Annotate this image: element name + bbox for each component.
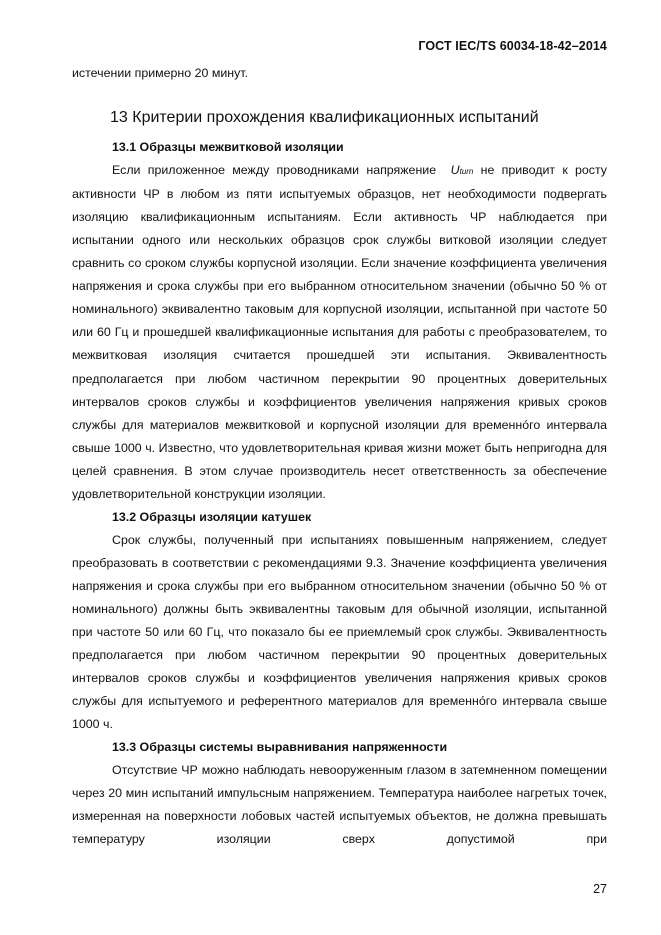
page-number: 27 — [593, 882, 607, 896]
subsection-13-1-title: 13.1 Образцы межвитковой изоляции — [112, 140, 344, 155]
voltage-subscript: turn — [459, 167, 474, 177]
subsection-13-3-paragraph: Отсутствие ЧР можно наблюдать невооруженным глазом в затемненном помещении через 20 мин испытаний импульсным напряжением. Температура наиболее нагретых точек, измеренная на поверхности лобовых частей испытуемых объектов, не должна превышать температуру изоляции сверх допустимой при — [72, 763, 607, 847]
subsection-13-2-title: 13.2 Образцы изоляции катушек — [112, 509, 312, 524]
paragraph-text-start: Если приложенное между проводниками напряжение — [112, 163, 437, 178]
subsection-13-3-title: 13.3 Образцы системы выравнивания напряженности — [112, 740, 448, 755]
document-body — [72, 62, 607, 852]
voltage-symbol: U — [450, 163, 460, 178]
subsection-13-2-paragraph: Срок службы, полученный при испытаниях повышенным напряжением, следует преобразовать в соответствии с рекомендациями 9.3. Значение коэффициента увеличения напряжения и срока службы при его выбранном относительном значении (обычно 50 % от номинального) должны быть эквивалентны таковым для обычной изоляции, испытанной при частоте 50 или 60 Гц, что показало бы ее приемлемый срок службы. Эквивалентность предполагается при любом частичном перекрытии 90 процентных доверительных интервалов сроков службы и коэффициентов увеличения напряжения кривых сроков службы для испытуемого и референтного материалов для временнóго интервала свыше 1000 ч. — [72, 532, 607, 732]
intro-line: истечении примерно 20 минут. — [72, 66, 249, 80]
subsection-13-1-paragraph — [72, 159, 607, 506]
section-title: 13 Критерии прохождения квалификационных испытаний — [110, 109, 539, 127]
document-code-header: ГОСТ IEC/TS 60034-18-42–2014 — [418, 39, 607, 53]
paragraph-text-rest: не приводит к росту активности ЧР в любом из пяти испытуемых образцов, нет необходимости подвергать изоляцию квалификационным испытаниям. Если активность ЧР наблюдается при испытании одного или нескольких образцов срок службы витковой изоляции следует сравнить со сроком службы корпусной изоляции. Если значение коэффициента увеличения напряжения и срока службы при его выбранном относительном значении (обычно 50 % от номинального) эквивалентно таковым для корпусной изоляции, испытанной при частоте 50 или 60 Гц и прошедшей квалификационные испытания для работы с преобразователем, то межвитковая изоляция считается прошедшей эти испытания. Эквивалентность предполагается при любом частичном перекрытии 90 процентных доверительных интервалов сроков службы и коэффициентов увеличения напряжения кривых сроков службы для материалов межвитковой и корпусной изоляции для временнóго интервала свыше 1000 ч. Известно, что удовлетворительная кривая жизни может быть непригодна для целей сравнения. В этом случае производитель несет ответственность за обеспечение удовлетворительной конструкции изоляции. — [72, 163, 607, 501]
